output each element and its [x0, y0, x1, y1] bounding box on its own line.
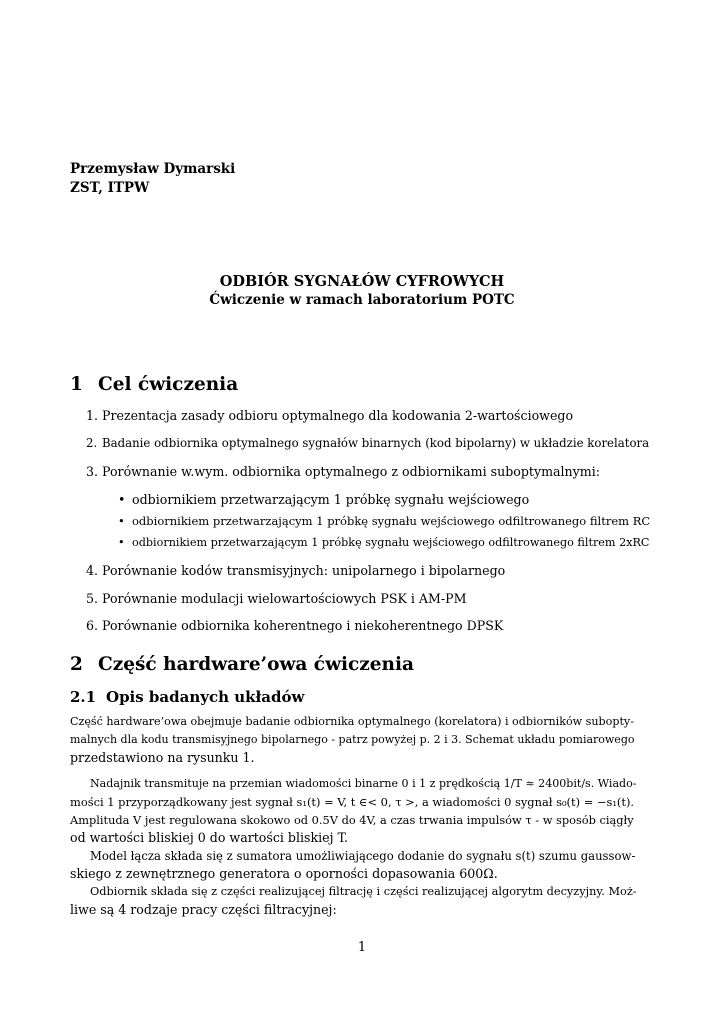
page-number: 1 [357, 940, 367, 955]
paragraph-line: Nadajnik transmituje na przemian wiadomości binarne 0 i 1 z prędkością 1/T ≈ 2400bit/s. Wiado- [90, 777, 637, 790]
subsection-number: 2.1 [70, 688, 97, 706]
paragraph-line: Amplituda V jest regulowana skokowo od 0.5V do 4V, a czas trwania impulsów τ - w sposób ciągły [70, 813, 634, 827]
section-number: 2 [70, 654, 83, 675]
list-number: 3. [86, 464, 99, 479]
paragraph-line: mości 1 przyporządkowany jest sygnał s₁(t) = V, t ∈< 0, τ >, a wiadomości 0 sygnał s₀(t) = −s₁(t). [70, 795, 635, 809]
list-text: Badanie odbiornika optymalnego sygnałów binarnych (kod bipolarny) w układzie korelatora [102, 436, 650, 450]
list-number: 2. [86, 436, 98, 450]
list-number: 4. [86, 563, 99, 578]
bullet-text: odbiornikiem przetwarzającym 1 próbkę sygnału wejściowego odfiltrowanego filtrem RC [132, 514, 651, 528]
paragraph-line: Część hardware’owa obejmuje badanie odbiornika optymalnego (korelatora) i odbiorników subopty- [70, 715, 634, 728]
section-title: Część hardware’owa ćwiczenia [98, 654, 415, 675]
paragraph-line: od wartości bliskiej 0 do wartości bliskiej T. [70, 830, 349, 845]
list-item [86, 618, 503, 633]
paragraph [70, 847, 640, 883]
bullet-item [118, 492, 529, 507]
author-affiliation: ZST, ITPW [70, 180, 150, 196]
section-number: 1 [70, 374, 83, 395]
list-number: 5. [86, 591, 99, 606]
bullet-icon: • [118, 536, 125, 549]
list-text: Porównanie kodów transmisyjnych: unipolarnego i bipolarnego [102, 563, 506, 578]
list-item [86, 591, 467, 606]
list-number: 6. [86, 618, 99, 633]
section-2-heading [70, 654, 414, 675]
list-number: 1. [86, 408, 99, 423]
subsection-title: Opis badanych układów [106, 688, 305, 706]
author-name: Przemysław Dymarski [70, 161, 236, 177]
author-block [70, 160, 235, 198]
list-item [86, 408, 573, 423]
paragraph-line: liwe są 4 rodzaje pracy części filtracyjnej: [70, 902, 337, 917]
list-text: Porównanie w.wym. odbiornika optymalnego z odbiornikami suboptymalnymi: [102, 464, 600, 479]
bullet-text: odbiornikiem przetwarzającym 1 próbkę sygnału wejściowego [132, 492, 530, 507]
bullet-icon: • [118, 514, 125, 528]
list-text: Porównanie odbiornika koherentnego i niekoherentnego DPSK [102, 618, 504, 633]
bullet-text: odbiornikiem przetwarzającym 1 próbkę sygnału wejściowego odfiltrowanego filtrem 2xRC [132, 536, 650, 549]
paragraph [70, 713, 640, 767]
list-item [86, 563, 505, 578]
paragraph [70, 883, 640, 919]
paragraph-line: Odbiornik składa się z części realizującej filtrację i części realizującej algorytm decyzyjny. Moż- [90, 885, 637, 898]
paragraph [70, 775, 640, 847]
document-subtitle: Ćwiczenie w ramach laboratorium POTC [209, 292, 515, 308]
list-item [86, 436, 649, 450]
section-title: Cel ćwiczenia [98, 374, 239, 395]
list-item [86, 464, 600, 479]
title-block [0, 272, 724, 309]
document-title: ODBIÓR SYGNAŁÓW CYFROWYCH [219, 273, 505, 290]
section-1-heading [70, 374, 238, 395]
paragraph-line: przedstawiono na rysunku 1. [70, 750, 255, 765]
bullet-item [118, 514, 650, 528]
subsection-heading [70, 688, 304, 706]
bullet-icon: • [118, 492, 126, 507]
paragraph-line: Model łącza składa się z sumatora umożliwiającego dodanie do sygnału s(t) szumu gaussow- [90, 849, 636, 863]
list-text: Prezentacja zasady odbioru optymalnego dla kodowania 2-wartościowego [102, 408, 574, 423]
paragraph-line: malnych dla kodu transmisyjnego bipolarnego - patrz powyżej p. 2 i 3. Schemat układu pomiarowego [70, 733, 635, 746]
list-text: Porównanie modulacji wielowartościowych PSK i AM-PM [102, 591, 467, 606]
paragraph-line: skiego z zewnętrznego generatora o oporności dopasowania 600Ω. [70, 866, 498, 881]
bullet-item [118, 536, 650, 549]
